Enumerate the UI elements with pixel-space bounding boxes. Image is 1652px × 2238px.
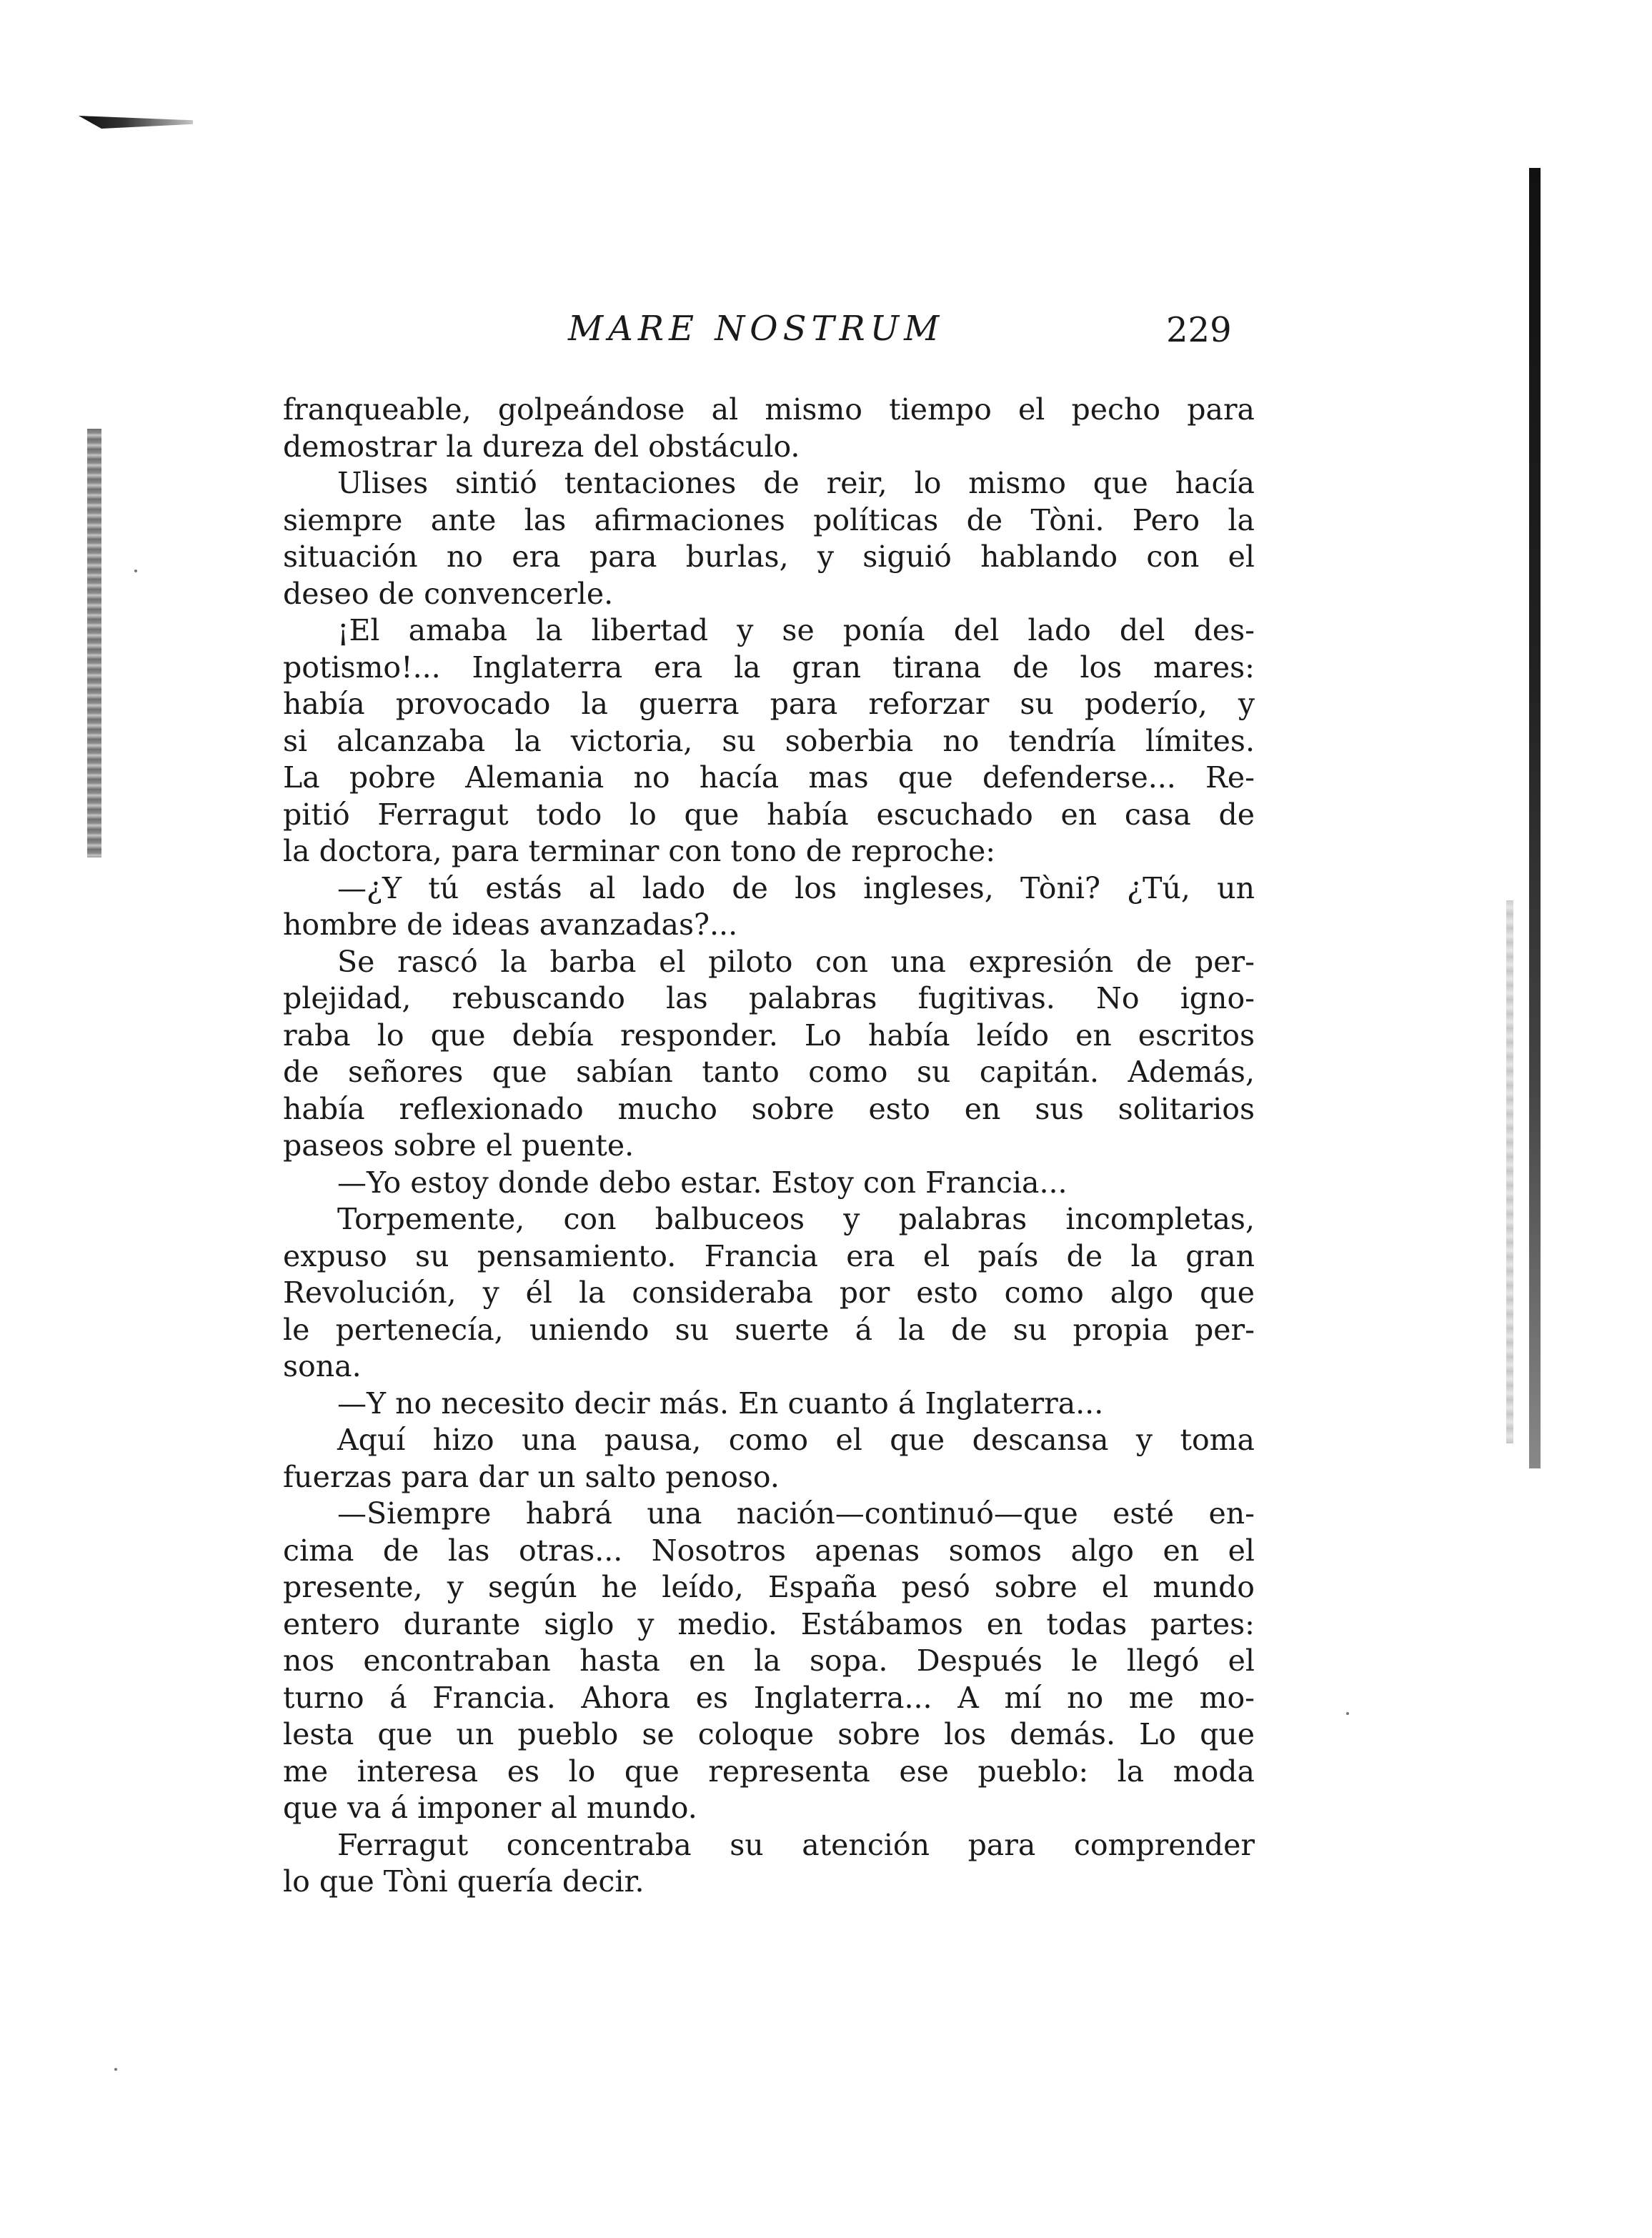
scan-artifact-right-edge-faint (1506, 900, 1513, 1443)
text-line: demostrar la dureza del obstáculo. (283, 429, 800, 464)
text-line: si alcanzaba la victoria, su soberbia no tendría límites. (283, 723, 1255, 758)
scan-artifact-left-edge (87, 429, 101, 857)
body-text (283, 392, 1255, 1901)
page-number: 229 (1166, 310, 1232, 350)
text-line: hombre de ideas avanzadas?... (283, 907, 738, 942)
running-title: MARE NOSTRUM (568, 309, 945, 349)
text-line: sona. (283, 1349, 362, 1383)
text-line: plejidad, rebuscando las palabras fugitivas. No igno- (283, 981, 1255, 1015)
text-line: expuso su pensamiento. Francia era el país de la gran (283, 1238, 1255, 1273)
text-line: la doctora, para terminar con tono de reproche: (283, 834, 996, 868)
text-line: —Yo estoy donde debo estar. Estoy con Francia... (337, 1165, 1068, 1200)
text-line: Ulises sintió tentaciones de reir, lo mismo que hacía (337, 466, 1255, 500)
text-line: —Siempre habrá una nación—continuó—que esté en- (337, 1496, 1255, 1531)
text-line: siempre ante las afirmaciones políticas de Tòni. Pero la (283, 502, 1255, 537)
text-line: La pobre Alemania no hacía mas que defenderse... Re- (283, 760, 1255, 795)
text-line: presente, y según he leído, España pesó sobre el mundo (283, 1570, 1255, 1604)
text-line: lesta que un pueblo se coloque sobre los demás. Lo que (283, 1717, 1255, 1751)
text-line: fuerzas para dar un salto penoso. (283, 1459, 780, 1494)
text-line: Se rascó la barba el piloto con una expresión de per- (337, 944, 1255, 979)
text-line: había reflexionado mucho sobre esto en sus solitarios (283, 1091, 1255, 1126)
page-header (0, 309, 1652, 359)
text-line: entero durante siglo y medio. Estábamos en todas partes: (283, 1606, 1255, 1641)
text-line: raba lo que debía responder. Lo había leído en escritos (283, 1018, 1255, 1053)
text-line: de señores que sabían tanto como su capitán. Además, (283, 1055, 1255, 1089)
text-line: paseos sobre el puente. (283, 1128, 635, 1163)
text-line: pitió Ferragut todo lo que había escuchado en casa de (283, 797, 1255, 832)
text-line: franqueable, golpeándose al mismo tiempo el pecho para (283, 392, 1255, 427)
scan-artifact-right-edge (1529, 168, 1541, 1468)
text-line: le pertenecía, uniendo su suerte á la de su propia per- (283, 1312, 1255, 1347)
text-line: turno á Francia. Ahora es Inglaterra... A mí no me mo- (283, 1680, 1255, 1715)
text-line: potismo!... Inglaterra era la gran tirana de los mares: (283, 650, 1255, 685)
scan-speck (1346, 1712, 1349, 1715)
text-line: —Y no necesito decir más. En cuanto á Inglaterra... (337, 1386, 1104, 1421)
text-line: deseo de convencerle. (283, 576, 614, 611)
text-line: Torpemente, con balbuceos y palabras incompletas, (337, 1202, 1255, 1236)
scan-artifact-top-left (79, 116, 193, 129)
text-line: Ferragut concentraba su atención para comprender (337, 1827, 1255, 1862)
text-line: Revolución, y él la consideraba por esto como algo que (283, 1275, 1255, 1310)
text-line: situación no era para burlas, y siguió hablando con el (283, 539, 1255, 574)
text-line: me interesa es lo que representa ese pueblo: la moda (283, 1754, 1255, 1789)
text-line: que va á imponer al mundo. (283, 1791, 697, 1825)
text-line: —¿Y tú estás al lado de los ingleses, Tòni? ¿Tú, un (337, 870, 1255, 905)
text-line: Aquí hizo una pausa, como el que descansa y toma (337, 1423, 1255, 1457)
text-line: lo que Tòni quería decir. (283, 1864, 645, 1899)
scan-speck (134, 570, 137, 572)
text-line: había provocado la guerra para reforzar su poderío, y (283, 687, 1255, 721)
text-line: cima de las otras... Nosotros apenas somos algo en el (283, 1533, 1255, 1568)
text-line: ¡El amaba la libertad y se ponía del lado del des- (337, 613, 1255, 647)
scan-speck (114, 2068, 117, 2071)
text-line: nos encontraban hasta en la sopa. Después le llegó el (283, 1643, 1255, 1678)
